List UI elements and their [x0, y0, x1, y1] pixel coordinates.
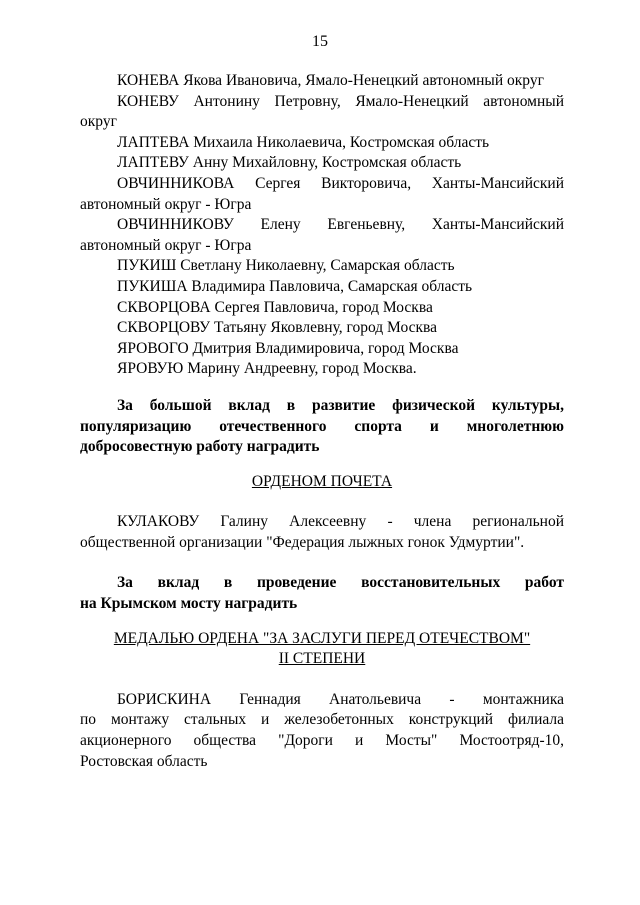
recipient-entry: БОРИСКИНА Геннадия Анатольевича - монтажника — [117, 690, 564, 708]
person-entry: ПУКИШ Светлану Николаевну, Самарская область — [117, 257, 455, 275]
person-entry: КОНЕВА Якова Ивановича, Ямало-Ненецкий автономный округ — [117, 72, 544, 89]
recipient-entry-continuation: по монтажу стальных и железобетонных конструкций филиала — [80, 711, 564, 729]
decree-intro: на Крымском мосту наградить — [80, 595, 298, 613]
page-number: 15 — [312, 33, 328, 50]
recipient-entry-continuation: общественной организации "Федерация лыжных гонок Удмуртии". — [80, 533, 525, 551]
person-entry-continuation: автономный округ - Югра — [80, 236, 252, 254]
decree-intro: За вклад в проведение восстановительных работ — [117, 574, 564, 592]
award-title: ОРДЕНОМ ПОЧЕТА — [251, 472, 393, 490]
person-entry: ЛАПТЕВА Михаила Николаевича, Костромская область — [117, 133, 490, 151]
decree-intro: добросовестную работу наградить — [80, 438, 320, 456]
award-decree-1 — [80, 396, 564, 554]
document-body — [80, 71, 564, 772]
decree-intro: За большой вклад в развитие физической культуры, — [117, 396, 564, 414]
person-entry: ОВЧИННИКОВА Сергея Викторовича, Ханты-Мансийский — [117, 174, 564, 192]
recipient-entry-continuation: Ростовская область — [80, 752, 208, 770]
person-entry: СКВОРЦОВУ Татьяну Яковлевну, город Москва — [117, 319, 437, 337]
person-entry: КОНЕВУ Антонину Петровну, Ямало-Ненецкий автономный — [117, 92, 564, 110]
recipient-entry-continuation: акционерного общества "Дороги и Мосты" Мостоотряд-10, — [80, 732, 564, 750]
person-entry: ЛАПТЕВУ Анну Михайловну, Костромская область — [117, 154, 462, 172]
persons-list — [80, 71, 564, 380]
person-entry-continuation: автономный округ - Югра — [80, 195, 252, 213]
award-title: МЕДАЛЬЮ ОРДЕНА "ЗА ЗАСЛУГИ ПЕРЕД ОТЕЧЕСТВОМ" — [113, 629, 531, 647]
person-entry: ОВЧИННИКОВУ Елену Евгеньевну, Ханты-Мансийский — [117, 216, 564, 234]
decree-intro: популяризацию отечественного спорта и многолетнюю — [80, 417, 564, 435]
award-decree-2 — [80, 573, 564, 772]
person-entry: ПУКИША Владимира Павловича, Самарская область — [117, 277, 473, 295]
person-entry-continuation: округ — [80, 113, 117, 131]
person-entry: СКВОРЦОВА Сергея Павловича, город Москва — [117, 298, 433, 316]
person-entry: ЯРОВУЮ Марину Андреевну, город Москва. — [117, 360, 417, 378]
award-title-degree: II СТЕПЕНИ — [278, 650, 366, 668]
person-entry: ЯРОВОГО Дмитрия Владимировича, город Москва — [117, 339, 459, 357]
recipient-entry: КУЛАКОВУ Галину Алексеевну - члена региональной — [117, 513, 564, 531]
